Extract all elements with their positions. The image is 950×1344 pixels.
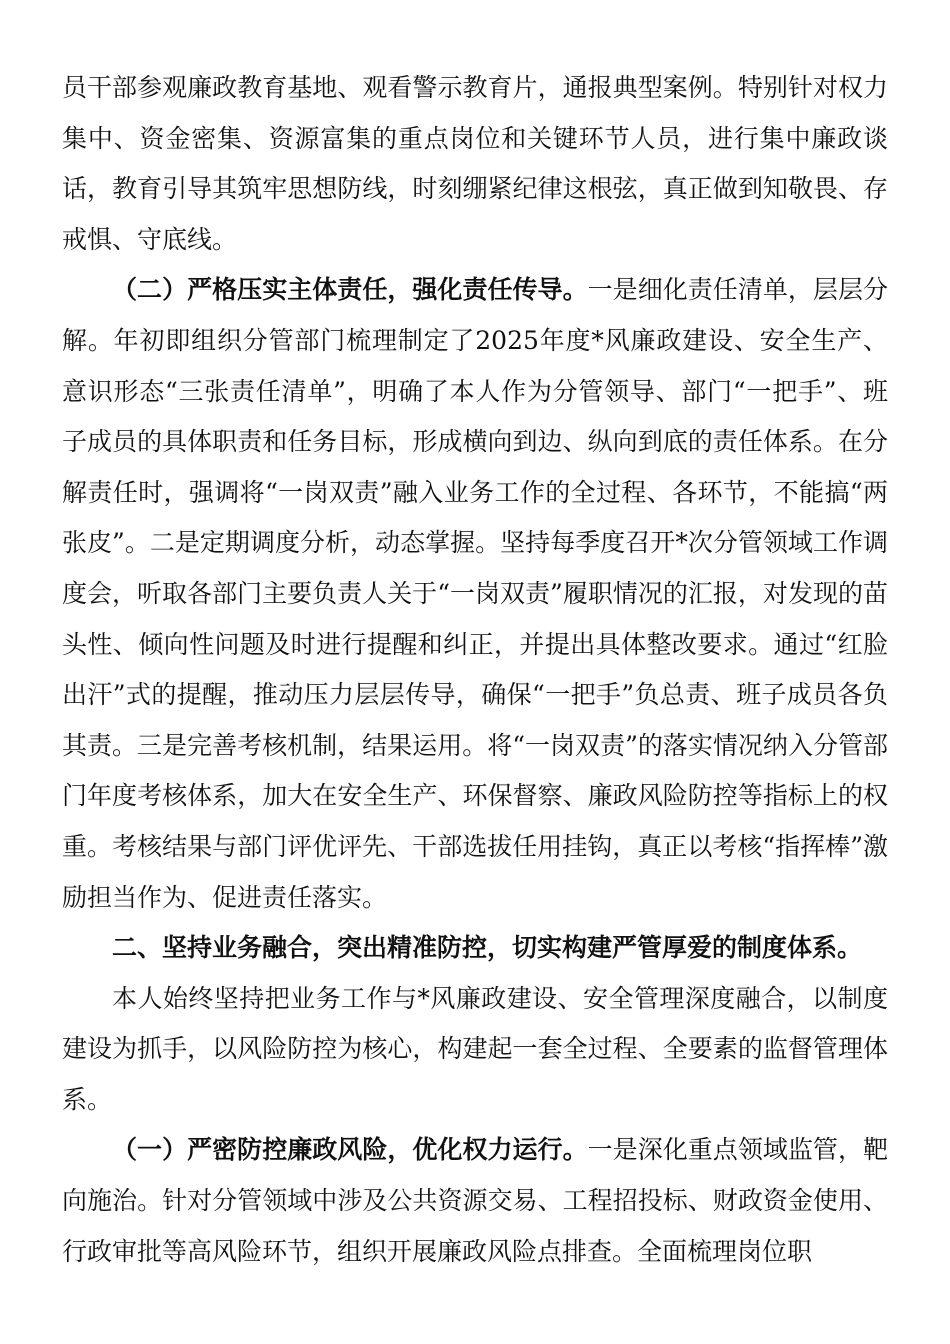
subsection-heading: （二）严格压实主体责任，强化责任传导。: [112, 275, 588, 305]
subsection-heading: （一）严密防控廉政风险，优化权力运行。: [112, 1135, 588, 1165]
paragraph-text: 一是细化责任清单，层层分解。年初即组织分管部门梳理制定了2025年度*风廉政建设、安全生产、意识形态“三张责任清单”，明确了本人作为分管领导、部门“一把手”、班子成员的具体职责和任务目标，形成横向到边、纵向到底的责任体系。在分解责任时，强调将“一岗双责”融入业务工作的全过程、各环节，不能搞“两张皮”。二是定期调度分析，动态掌握。坚持每季度召开*次分管领域工作调度会，听取各部门主要负责人关于“一岗双责”履职情况的汇报，对发现的苗头性、倾向性问题及时进行提醒和纠正，并提出具体整改要求。通过“红脸出汗”式的提醒，推动压力层层传导，确保“一把手”负总责、班子成员各负其责。三是完善考核机制，结果运用。将“一岗双责”的落实情况纳入分管部门年度考核体系，加大在安全生产、环保督察、廉政风险防控等指标上的权重。考核结果与部门评优评先、干部选拔任用挂钩，真正以考核“指挥棒”激励担当作为、促进责任落实。: [62, 275, 888, 912]
paragraph-text: 本人始终坚持把业务工作与*风廉政建设、安全管理深度融合，以制度建设为抓手，以风险防控为核心，构建起一套全过程、全要素的监督管理体系。: [62, 983, 888, 1114]
section-heading: 二、坚持业务融合，突出精准防控，切实构建严管厚爱的制度体系。: [112, 933, 863, 963]
paragraph-section-1-1: [62, 1125, 888, 1277]
document-body: [62, 63, 888, 1277]
paragraph-section-intro: [62, 974, 888, 1126]
paragraph-text: 员干部参观廉政教育基地、观看警示教育片，通报典型案例。特别针对权力集中、资金密集、资源富集的重点岗位和关键环节人员，进行集中廉政谈话，教育引导其筑牢思想防线，时刻绷紧纪律这根弦，真正做到知敬畏、存戒惧、守底线。: [62, 73, 888, 254]
paragraph-section-2-2: [62, 265, 888, 923]
paragraph-continued: [62, 63, 888, 265]
paragraph-text: 一是深化重点领域监管，靶向施治。针对分管领域中涉及公共资源交易、工程招投标、财政资金使用、行政审批等高风险环节，组织开展廉政风险点排查。全面梳理岗位职: [62, 1135, 888, 1266]
